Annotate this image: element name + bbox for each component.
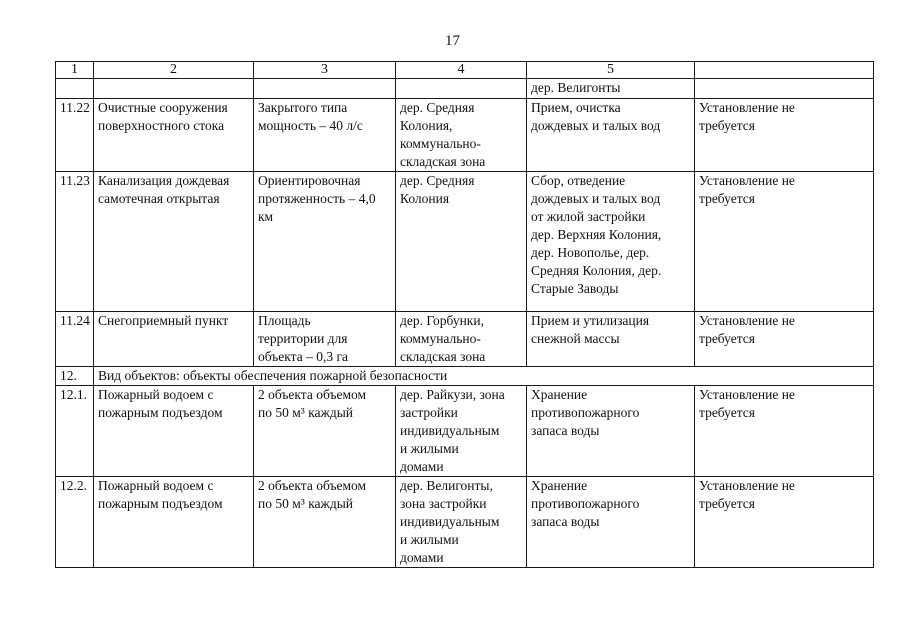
cell-text-line: домами: [400, 550, 444, 565]
cell-text-line: по 50 м³ каждый: [258, 405, 354, 420]
cell-text-line: противопожарного: [531, 496, 640, 511]
zone-cell: [695, 477, 874, 568]
section-row: [56, 367, 874, 386]
location-cell: [396, 312, 527, 367]
object-name-cell: [94, 312, 254, 367]
cell-text-line: поверхностного стока: [98, 118, 225, 133]
table-row: [56, 386, 874, 477]
cell-text-line: Ориентировочная: [258, 173, 361, 188]
row-number-cell: [56, 477, 94, 568]
cell-text-line: застройки: [400, 405, 458, 420]
section-title: Вид объектов: объекты обеспечения пожарной безопасности: [94, 367, 874, 386]
table-row: [56, 477, 874, 568]
cell-text-line: территории для: [258, 331, 348, 346]
table-row: [56, 312, 874, 367]
cell-text-line: Очистные сооружения: [98, 100, 228, 115]
cell-text-line: по 50 м³ каждый: [258, 496, 354, 511]
cell-text-line: 2 объекта объемом: [258, 387, 367, 402]
cell-text-line: протяженность – 4,0: [258, 191, 376, 206]
characteristics-cell: [254, 79, 396, 99]
cell-text-line: Установление не: [699, 100, 795, 115]
header-row: [56, 62, 874, 79]
section-number: 12.: [56, 367, 94, 386]
purpose-cell: [527, 477, 695, 568]
cell-text-line: дер. Велигонты,: [400, 478, 493, 493]
zone-cell: [695, 312, 874, 367]
cell-text-line: Установление не: [699, 387, 795, 402]
location-cell: [396, 477, 527, 568]
cell-text-line: дер. Велигонты: [531, 80, 621, 95]
cell-text-line: 12.2.: [60, 478, 87, 493]
cell-text-line: Колония: [400, 191, 450, 206]
characteristics-cell: [254, 172, 396, 312]
purpose-cell: [527, 79, 695, 99]
row-number-cell: [56, 172, 94, 312]
zone-cell: [695, 79, 874, 99]
object-name-cell: [94, 477, 254, 568]
location-cell: [396, 172, 527, 312]
cell-text-line: дер. Средняя: [400, 173, 475, 188]
cell-text-line: Прием, очистка: [531, 100, 621, 115]
cell-text-line: дождевых и талых вод: [531, 118, 661, 133]
cell-text-line: самотечная открытая: [98, 191, 220, 206]
cell-text-line: 12.1.: [60, 387, 87, 402]
header-cell-6: [695, 62, 874, 79]
cell-text-line: дер. Горбунки,: [400, 313, 484, 328]
cell-text-line: Закрытого типа: [258, 100, 348, 115]
cell-text-line: индивидуальным: [400, 423, 500, 438]
zone-cell: [695, 99, 874, 172]
purpose-cell: [527, 386, 695, 477]
location-cell: [396, 79, 527, 99]
cell-text-line: 11.23: [60, 173, 90, 188]
row-number-cell: [56, 99, 94, 172]
cell-text-line: Колония,: [400, 118, 453, 133]
cell-text-line: домами: [400, 459, 444, 474]
header-cell-2: 2: [94, 62, 254, 79]
cell-text-line: мощность – 40 л/с: [258, 118, 363, 133]
cell-text-line: Средняя Колония, дер.: [531, 263, 662, 278]
object-name-cell: [94, 79, 254, 99]
cell-text-line: Пожарный водоем с: [98, 387, 214, 402]
location-cell: [396, 386, 527, 477]
header-cell-5: 5: [527, 62, 695, 79]
cell-text-line: Площадь: [258, 313, 311, 328]
cell-text-line: коммунально-: [400, 331, 481, 346]
cell-text-line: Старые Заводы: [531, 281, 619, 296]
cell-text-line: складская зона: [400, 349, 486, 364]
cell-text-line: запаса воды: [531, 514, 600, 529]
characteristics-cell: [254, 312, 396, 367]
cell-text-line: требуется: [699, 191, 755, 206]
header-cell-4: 4: [396, 62, 527, 79]
purpose-cell: [527, 99, 695, 172]
cell-text-line: Хранение: [531, 478, 588, 493]
object-name-cell: [94, 172, 254, 312]
cell-text-line: индивидуальным: [400, 514, 500, 529]
row-number-cell: [56, 312, 94, 367]
row-number-cell: [56, 79, 94, 99]
cell-text-line: Прием и утилизация: [531, 313, 650, 328]
cell-text-line: пожарным подъездом: [98, 496, 223, 511]
cell-text-line: Снегоприемный пункт: [98, 313, 229, 328]
cell-text-line: и жилыми: [400, 532, 459, 547]
characteristics-cell: [254, 99, 396, 172]
cell-text-line: запаса воды: [531, 423, 600, 438]
cell-text-line: зона застройки: [400, 496, 487, 511]
zone-cell: [695, 172, 874, 312]
cell-text-line: дер. Райкузи, зона: [400, 387, 505, 402]
document-table: [55, 61, 874, 568]
cell-text-line: 11.22: [60, 100, 90, 115]
characteristics-cell: [254, 386, 396, 477]
zone-cell: [695, 386, 874, 477]
location-cell: [396, 99, 527, 172]
cell-text-line: дер. Средняя: [400, 100, 475, 115]
object-name-cell: [94, 386, 254, 477]
page-number: 17: [445, 33, 460, 49]
cell-text-line: 11.24: [60, 313, 90, 328]
cell-text-line: требуется: [699, 496, 755, 511]
cell-text-line: дер. Верхняя Колония,: [531, 227, 662, 242]
cell-text-line: требуется: [699, 405, 755, 420]
cell-text-line: пожарным подъездом: [98, 405, 223, 420]
purpose-cell: [527, 172, 695, 312]
cell-text-line: 2 объекта объемом: [258, 478, 367, 493]
cell-text-line: складская зона: [400, 154, 486, 169]
table-row: [56, 172, 874, 312]
cell-text-line: Пожарный водоем с: [98, 478, 214, 493]
cell-text-line: объекта – 0,3 га: [258, 349, 348, 364]
cell-text-line: Сбор, отведение: [531, 173, 626, 188]
cell-text-line: Установление не: [699, 478, 795, 493]
cell-text-line: дождевых и талых вод: [531, 191, 661, 206]
cell-text-line: Установление не: [699, 173, 795, 188]
cell-text-line: снежной массы: [531, 331, 620, 346]
cell-text-line: Канализация дождевая: [98, 173, 230, 188]
cell-text-line: от жилой застройки: [531, 209, 646, 224]
cell-text-line: требуется: [699, 331, 755, 346]
object-name-cell: [94, 99, 254, 172]
cell-text-line: дер. Новополье, дер.: [531, 245, 650, 260]
cell-text-line: противопожарного: [531, 405, 640, 420]
header-cell-3: 3: [254, 62, 396, 79]
cell-text-line: и жилыми: [400, 441, 459, 456]
cell-text-line: км: [258, 209, 274, 224]
row-number-cell: [56, 386, 94, 477]
cell-text-line: Хранение: [531, 387, 588, 402]
table-row: [56, 79, 874, 99]
purpose-cell: [527, 312, 695, 367]
characteristics-cell: [254, 477, 396, 568]
cell-text-line: Установление не: [699, 313, 795, 328]
table-row: [56, 99, 874, 172]
cell-text-line: требуется: [699, 118, 755, 133]
header-cell-1: 1: [56, 62, 94, 79]
cell-text-line: коммунально-: [400, 136, 481, 151]
